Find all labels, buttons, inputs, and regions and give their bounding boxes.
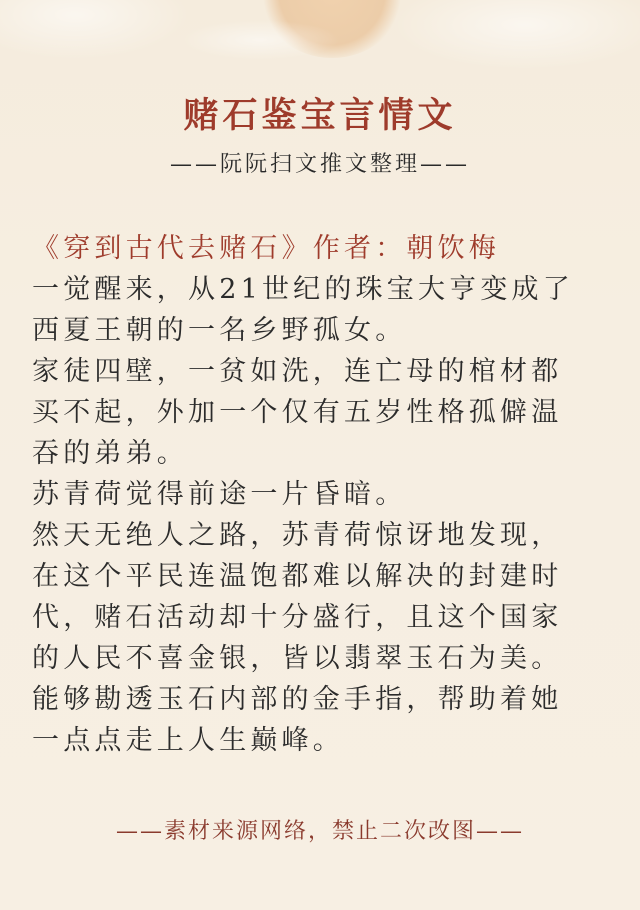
cloud-decoration-middle: [180, 20, 340, 60]
source-notice: ——素材来源网络，禁止二次改图——: [115, 819, 524, 844]
article-line: 代，赌石活动却十分盛行，且这个国家: [32, 602, 563, 633]
article-line: 苏青荷觉得前途一片昏暗。: [32, 479, 407, 510]
page-title: 赌石鉴宝言情文: [183, 95, 457, 136]
article-line: 西夏王朝的一名乡野孤女。: [32, 315, 407, 346]
article-body: [32, 228, 617, 761]
article-line: 一点点走上人生巅峰。: [32, 725, 344, 756]
book-heading: 《穿到古代去赌石》作者：朝饮梅: [32, 233, 500, 264]
cloud-decoration-right: [390, 0, 640, 70]
article-line: 的人民不喜金银，皆以翡翠玉石为美。: [32, 643, 563, 674]
article-line: 能够勘透玉石内部的金手指，帮助着她: [32, 684, 563, 715]
article-line: 买不起，外加一个仅有五岁性格孤僻温: [32, 397, 563, 428]
article-line: 然天无绝人之路，苏青荷惊讶地发现，: [32, 520, 563, 551]
cloud-decoration-left: [0, 0, 190, 60]
article-line: 在这个平民连温饱都难以解决的封建时: [32, 561, 563, 592]
moon-decoration: [262, 0, 402, 58]
article-line: 一觉醒来，从21世纪的珠宝大亨变成了: [32, 274, 574, 305]
article-line: 吞的弟弟。: [32, 438, 188, 469]
page-subtitle: ——阮阮扫文推文整理——: [169, 152, 470, 177]
article-line: 家徒四壁，一贫如洗，连亡母的棺材都: [32, 356, 563, 387]
